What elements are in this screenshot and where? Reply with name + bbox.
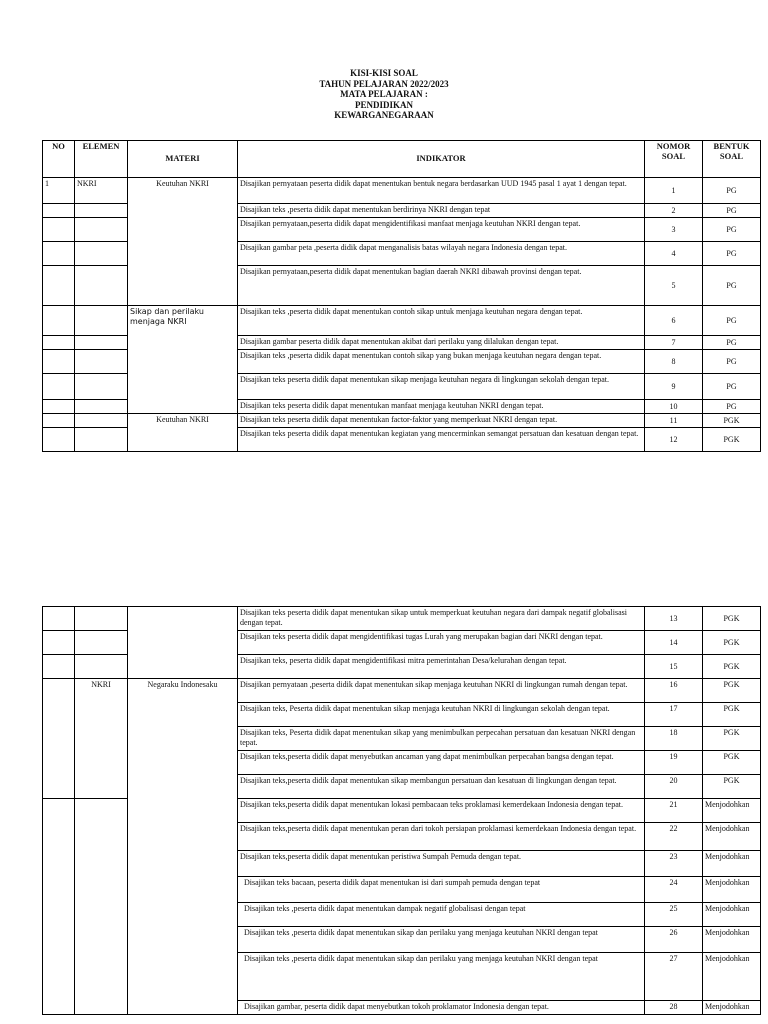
cell-materi: Negaraku Indonesaku — [128, 679, 238, 1015]
cell-nomor: 14 — [645, 631, 703, 655]
cell-bentuk: PGK — [703, 679, 761, 703]
cell-bentuk: PGK — [703, 631, 761, 655]
cell-indikator: Disajikan teks ,peserta didik dapat menentukan contoh sikap yang bukan menjaga keutuhan negara dengan tepat. — [238, 350, 645, 374]
cell-elemen: NKRI — [75, 679, 128, 799]
cell-indikator: Disajikan teks peserta didik dapat mengidentifikasi tugas Lurah yang merupakan bagian dari NKRI dengan tepat. — [238, 631, 645, 655]
cell-indikator: Disajikan teks ,peserta didik dapat menentukan sikap dan perilaku yang menjaga keutuhan NKRI dengan tepat — [238, 927, 645, 953]
cell-bentuk: Menjodohkan — [703, 1001, 761, 1015]
document-header — [0, 68, 768, 121]
cell-bentuk: PG — [703, 218, 761, 242]
cell-nomor: 26 — [645, 927, 703, 953]
cell-nomor: 27 — [645, 953, 703, 1001]
cell-indikator: Disajikan teks peserta didik dapat menentukan manfaat menjaga keutuhan NKRI dengan tepat. — [238, 400, 645, 414]
cell-indikator: Disajikan teks peserta didik dapat menentukan sikap menjaga keutuhan negara di lingkungan sekolah dengan tepat. — [238, 374, 645, 400]
cell-materi: Keutuhan NKRI — [128, 414, 238, 452]
cell-indikator: Disajikan teks,peserta didik dapat menentukan peran dari tokoh persiapan proklamasi kemerdekaan Indonesia dengan tepat. — [238, 823, 645, 851]
cell-bentuk: PGK — [703, 751, 761, 775]
header-year: TAHUN PELAJARAN 2022/2023 — [319, 78, 449, 89]
cell-indikator: Disajikan teks ,peserta didik dapat menentukan dampak negatif globalisasi dengan tepat — [238, 903, 645, 927]
cell-nomor: 25 — [645, 903, 703, 927]
cell-elemen: NKRI — [75, 178, 128, 204]
cell-indikator: Disajikan pernyataan,peserta didik dapat menentukan bagian daerah NKRI dibawah provinsi dengan tepat. — [238, 266, 645, 306]
cell-nomor: 11 — [645, 414, 703, 428]
cell-bentuk: Menjodohkan — [703, 903, 761, 927]
cell-bentuk: PG — [703, 350, 761, 374]
cell-bentuk: PGK — [703, 414, 761, 428]
cell-indikator: Disajikan teks, peserta didik dapat mengidentifikasi mitra pemerintahan Desa/kelurahan dengan tepat. — [238, 655, 645, 679]
cell-bentuk: PGK — [703, 655, 761, 679]
cell-bentuk: PG — [703, 266, 761, 306]
table-row — [43, 178, 761, 204]
cell-bentuk: PGK — [703, 727, 761, 751]
cell-nomor: 16 — [645, 679, 703, 703]
header-bentuk-soal: BENTUK SOAL — [703, 141, 761, 178]
cell-bentuk: PGK — [703, 775, 761, 799]
cell-indikator: Disajikan gambar peserta didik dapat menentukan akibat dari perilaku yang dilalukan dengan tepat. — [238, 336, 645, 350]
cell-indikator: Disajikan teks peserta didik dapat menentukan factor-faktor yang memperkuat NKRI dengan tepat. — [238, 414, 645, 428]
cell-nomor: 15 — [645, 655, 703, 679]
cell-bentuk: Menjodohkan — [703, 799, 761, 823]
cell-indikator: Disajikan teks peserta didik dapat menentukan kegiatan yang mencerminkan semangat persatuan dan kesatuan dengan tepat. — [238, 428, 645, 452]
cell-bentuk: Menjodohkan — [703, 953, 761, 1001]
kisi-kisi-table-1 — [42, 140, 761, 452]
cell-indikator: Disajikan teks peserta didik dapat menentukan sikap untuk memperkuat keutuhan negara dari dampak negatif globalisasi dengan tepat. — [238, 607, 645, 631]
header-subject-line1: PENDIDIKAN — [354, 99, 413, 110]
kisi-kisi-table-2 — [42, 606, 761, 1015]
cell-bentuk: Menjodohkan — [703, 823, 761, 851]
cell-indikator: Disajikan pernyataan ,peserta didik dapat menentukan sikap menjaga keutuhan NKRI di lingkungan rumah dengan tepat. — [238, 679, 645, 703]
header-subject-label: MATA PELAJARAN : — [340, 89, 428, 99]
cell-nomor: 22 — [645, 823, 703, 851]
cell-nomor: 10 — [645, 400, 703, 414]
header-materi: MATERI — [128, 141, 238, 178]
cell-bentuk: Menjodohkan — [703, 877, 761, 903]
cell-indikator: Disajikan teks ,peserta didik dapat menentukan contoh sikap untuk menjaga keutuhan negara dengan tepat. — [238, 306, 645, 336]
table-row — [43, 306, 761, 336]
cell-bentuk: PG — [703, 374, 761, 400]
cell-nomor: 7 — [645, 336, 703, 350]
cell-bentuk: PG — [703, 306, 761, 336]
cell-bentuk: PGK — [703, 607, 761, 631]
cell-no: 1 — [43, 178, 75, 204]
cell-nomor: 23 — [645, 851, 703, 877]
cell-nomor: 20 — [645, 775, 703, 799]
cell-nomor: 28 — [645, 1001, 703, 1015]
cell-nomor: 12 — [645, 428, 703, 452]
cell-nomor: 8 — [645, 350, 703, 374]
cell-bentuk: PGK — [703, 703, 761, 727]
cell-indikator: Disajikan gambar, peserta didik dapat menyebutkan tokoh proklamator Indonesia dengan tepat. — [238, 1001, 645, 1015]
header-title: KISI-KISI SOAL — [350, 68, 418, 78]
cell-nomor: 9 — [645, 374, 703, 400]
header-no: NO — [43, 141, 75, 178]
cell-nomor: 5 — [645, 266, 703, 306]
cell-nomor: 6 — [645, 306, 703, 336]
cell-materi: Sikap dan perilaku menjaga NKRI — [128, 306, 238, 414]
cell-nomor: 24 — [645, 877, 703, 903]
cell-indikator: Disajikan teks,peserta didik dapat menentukan lokasi pembacaan teks proklamasi kemerdekaan Indonesia dengan tepat. — [238, 799, 645, 823]
cell-nomor: 3 — [645, 218, 703, 242]
cell-nomor: 4 — [645, 242, 703, 266]
cell-indikator: Disajikan teks ,peserta didik dapat menentukan sikap dan perilaku yang menjaga keutuhan NKRI dengan tepat — [238, 953, 645, 1001]
cell-indikator: Disajikan teks bacaan, peserta didik dapat menentukan isi dari sumpah pemuda dengan tepat — [238, 877, 645, 903]
cell-bentuk: PG — [703, 204, 761, 218]
cell-bentuk: PG — [703, 336, 761, 350]
cell-nomor: 17 — [645, 703, 703, 727]
cell-indikator: Disajikan teks,peserta didik dapat menentukan peristiwa Sumpah Pemuda dengan tepat. — [238, 851, 645, 877]
cell-indikator: Disajikan teks ,peserta didik dapat menentukan berdirinya NKRI dengan tepat — [238, 204, 645, 218]
header-indikator: INDIKATOR — [238, 141, 645, 178]
cell-nomor: 2 — [645, 204, 703, 218]
table-row — [43, 607, 761, 631]
cell-nomor: 1 — [645, 178, 703, 204]
header-subject-line2: KEWARGANEGARAAN — [334, 110, 434, 120]
cell-bentuk: PG — [703, 400, 761, 414]
cell-bentuk: PG — [703, 178, 761, 204]
cell-indikator: Disajikan gambar peta ,peserta didik dapat menganalisis batas wilayah negara Indonesia dengan tepat. — [238, 242, 645, 266]
cell-bentuk: PGK — [703, 428, 761, 452]
table-row — [43, 414, 761, 428]
header-nomor-soal: NOMOR SOAL — [645, 141, 703, 178]
header-elemen: ELEMEN — [75, 141, 128, 178]
cell-bentuk: PG — [703, 242, 761, 266]
cell-indikator: Disajikan teks, Peserta didik dapat menentukan sikap yang menimbulkan perpecahan persatuan dan kesatuan NKRI dengan tepat. — [238, 727, 645, 751]
cell-indikator: Disajikan teks, Peserta didik dapat menentukan sikap menjaga keutuhan NKRI di lingkungan sekolah dengan tepat. — [238, 703, 645, 727]
cell-indikator: Disajikan teks,peserta didik dapat menyebutkan ancaman yang dapat menimbulkan perpecahan bangsa dengan tepat. — [238, 751, 645, 775]
cell-bentuk: Menjodohkan — [703, 851, 761, 877]
table-row — [43, 679, 761, 703]
cell-bentuk: Menjodohkan — [703, 927, 761, 953]
cell-nomor: 19 — [645, 751, 703, 775]
cell-materi: Keutuhan NKRI — [128, 178, 238, 306]
cell-indikator: Disajikan pernyataan peserta didik dapat menentukan bentuk negara berdasarkan UUD 1945 pasal 1 ayat 1 dengan tepat. — [238, 178, 645, 204]
cell-indikator: Disajikan teks,peserta didik dapat menentukan sikap membangun persatuan dan kesatuan di lingkungan dengan tepat. — [238, 775, 645, 799]
cell-indikator: Disajikan pernyataan,peserta didik dapat mengidentifikasi manfaat menjaga keutuhan NKRI dengan tepat. — [238, 218, 645, 242]
cell-nomor: 21 — [645, 799, 703, 823]
cell-nomor: 18 — [645, 727, 703, 751]
cell-nomor: 13 — [645, 607, 703, 631]
